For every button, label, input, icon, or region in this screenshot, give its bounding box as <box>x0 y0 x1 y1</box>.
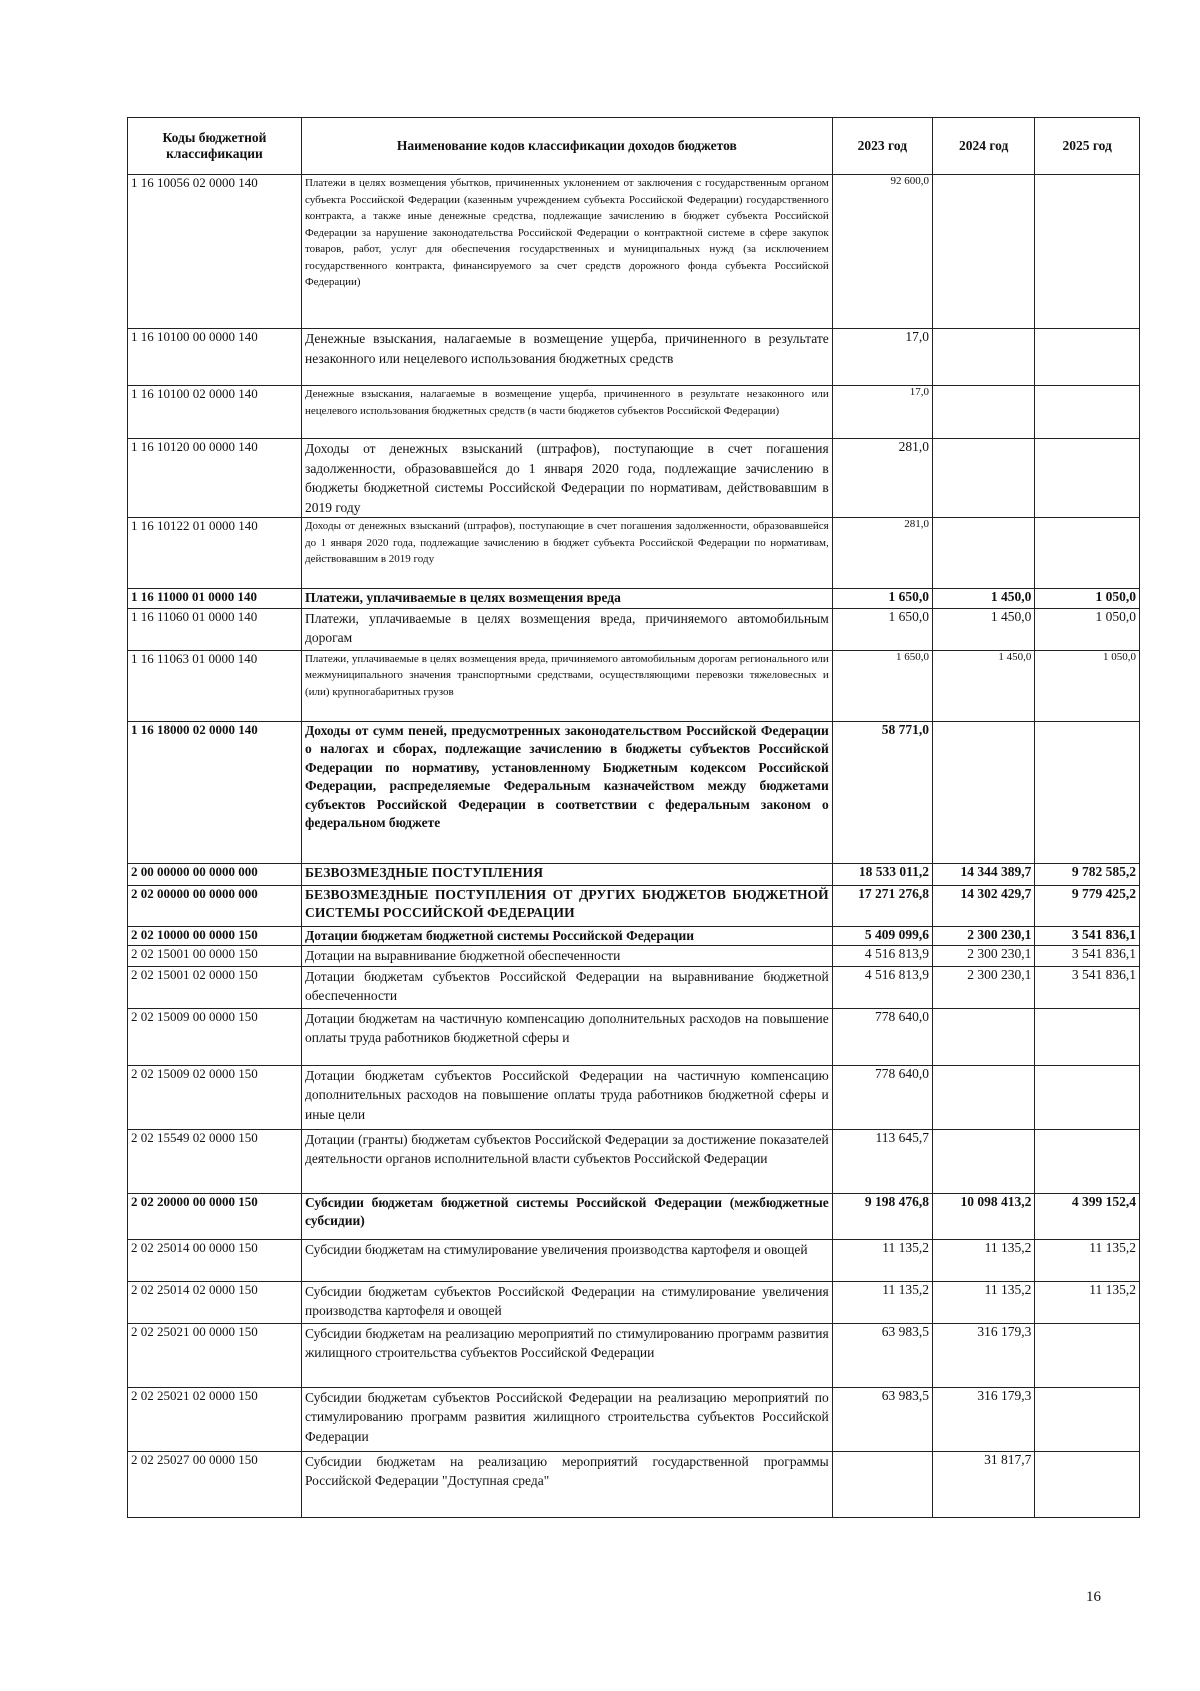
row-name: Платежи, уплачиваемые в целях возмещения вреда, причиняемого автомобильным дорогам <box>301 608 832 650</box>
row-2025 <box>1035 721 1140 863</box>
row-name: Платежи, уплачиваемые в целях возмещения вреда, причиняемого автомобильным дорогам регионального или межмуниципального значения транспортными средствами, осуществляющими перевозки тяжеловесных и (или) крупногабаритных грузов <box>301 650 832 721</box>
header-2024: 2024 год <box>932 118 1034 175</box>
row-name: Дотации бюджетам субъектов Российской Федерации на выравнивание бюджетной обеспеченности <box>301 966 832 1008</box>
row-name: Дотации бюджетам на частичную компенсацию дополнительных расходов на повышение оплаты труда работников бюджетной сферы и <box>301 1008 832 1065</box>
row-code: 1 16 10100 00 0000 140 <box>128 329 302 386</box>
row-name: Субсидии бюджетам на стимулирование увеличения производства картофеля и овощей <box>301 1239 832 1281</box>
row-2023: 92 600,0 <box>832 175 932 329</box>
row-code: 2 02 20000 00 0000 150 <box>128 1193 302 1239</box>
row-name: Доходы от сумм пеней, предусмотренных законодательством Российской Федерации о налогах и сборах, подлежащие зачислению в бюджеты субъектов Российской Федерации по нормативу, установленному Бюджетным кодексом Российской Федерации, распределяемые Федеральным казначейством между бюджетами субъектов Российской Федерации в соответствии с федеральным законом о федеральном бюджете <box>301 721 832 863</box>
page-number: 16 <box>1086 1589 1101 1605</box>
row-code: 2 02 25014 02 0000 150 <box>128 1281 302 1323</box>
row-2023: 281,0 <box>832 439 932 518</box>
row-2025 <box>1035 1387 1140 1451</box>
row-name: Денежные взыскания, налагаемые в возмещение ущерба, причиненного в результате незаконного или нецелевого использования бюджетных средств (в части бюджетов субъектов Российской Федерации) <box>301 386 832 439</box>
row-2024: 1 450,0 <box>932 650 1034 721</box>
row-2025: 3 541 836,1 <box>1035 926 1140 946</box>
row-2023: 1 650,0 <box>832 650 932 721</box>
row-2024: 11 135,2 <box>932 1281 1034 1323</box>
row-2023: 11 135,2 <box>832 1281 932 1323</box>
row-name: Платежи в целях возмещения убытков, причиненных уклонением от заключения с государственным органом субъекта Российской Федерации (казенным учреждением субъекта Российской Федерации) государственного контракта, а также иные денежные средства, подлежащие зачислению в бюджет субъекта Российской Федерации за нарушение законодательства Российской Федерации о контрактной системе в сфере закупок товаров, работ, услуг для обеспечения государственных и муниципальных нужд (за исключением государственного контракта, финансируемого за счет средств дорожного фонда субъекта Российской Федерации) <box>301 175 832 329</box>
header-2025: 2025 год <box>1035 118 1140 175</box>
table-row <box>128 1323 1140 1387</box>
table-row <box>128 386 1140 439</box>
row-code: 1 16 11000 01 0000 140 <box>128 589 302 609</box>
table-row <box>128 885 1140 926</box>
row-2025: 3 541 836,1 <box>1035 966 1140 1008</box>
row-2025: 9 782 585,2 <box>1035 863 1140 885</box>
row-2024 <box>932 1065 1034 1129</box>
row-2024 <box>932 1008 1034 1065</box>
table-row <box>128 589 1140 609</box>
table-row <box>128 439 1140 518</box>
row-name: Дотации бюджетам бюджетной системы Российской Федерации <box>301 926 832 946</box>
row-name: Субсидии бюджетам на реализацию мероприятий по стимулированию программ развития жилищного строительства субъектов Российской Федерации <box>301 1323 832 1387</box>
row-2025: 1 050,0 <box>1035 650 1140 721</box>
row-2023: 5 409 099,6 <box>832 926 932 946</box>
row-2025 <box>1035 175 1140 329</box>
row-2025 <box>1035 1008 1140 1065</box>
row-code: 2 02 15001 00 0000 150 <box>128 946 302 967</box>
row-code: 2 02 15009 00 0000 150 <box>128 1008 302 1065</box>
row-2025 <box>1035 1323 1140 1387</box>
table-row <box>128 721 1140 863</box>
row-code: 1 16 10056 02 0000 140 <box>128 175 302 329</box>
row-2024: 2 300 230,1 <box>932 926 1034 946</box>
row-2023: 113 645,7 <box>832 1129 932 1193</box>
row-2025 <box>1035 439 1140 518</box>
table-row <box>128 1065 1140 1129</box>
row-code: 2 02 25021 02 0000 150 <box>128 1387 302 1451</box>
row-2023: 17,0 <box>832 386 932 439</box>
table-row <box>128 946 1140 967</box>
row-2023: 63 983,5 <box>832 1387 932 1451</box>
row-name: Денежные взыскания, налагаемые в возмещение ущерба, причиненного в результате незаконного или нецелевого использования бюджетных средств <box>301 329 832 386</box>
row-name: Субсидии бюджетам бюджетной системы Российской Федерации (межбюджетные субсидии) <box>301 1193 832 1239</box>
row-2024: 1 450,0 <box>932 589 1034 609</box>
row-2025: 1 050,0 <box>1035 608 1140 650</box>
row-2023: 1 650,0 <box>832 608 932 650</box>
table-row <box>128 175 1140 329</box>
row-2023: 4 516 813,9 <box>832 966 932 1008</box>
row-2023: 9 198 476,8 <box>832 1193 932 1239</box>
row-2025 <box>1035 1451 1140 1517</box>
row-2025: 9 779 425,2 <box>1035 885 1140 926</box>
header-code: Коды бюджетной классификации <box>128 118 302 175</box>
row-code: 1 16 11060 01 0000 140 <box>128 608 302 650</box>
row-2023: 4 516 813,9 <box>832 946 932 967</box>
table-row <box>128 608 1140 650</box>
row-name: Дотации бюджетам субъектов Российской Федерации на частичную компенсацию дополнительных расходов на повышение оплаты труда работников бюджетной сферы и иные цели <box>301 1065 832 1129</box>
table-row <box>128 650 1140 721</box>
row-2025 <box>1035 518 1140 589</box>
row-2024: 11 135,2 <box>932 1239 1034 1281</box>
row-2023: 11 135,2 <box>832 1239 932 1281</box>
revenue-table <box>127 117 1140 1518</box>
row-name: Дотации на выравнивание бюджетной обеспеченности <box>301 946 832 967</box>
row-code: 2 02 25014 00 0000 150 <box>128 1239 302 1281</box>
row-name: Субсидии бюджетам субъектов Российской Федерации на реализацию мероприятий по стимулированию программ развития жилищного строительства субъектов Российской Федерации <box>301 1387 832 1451</box>
table-row <box>128 1193 1140 1239</box>
table-row <box>128 863 1140 885</box>
row-code: 1 16 10100 02 0000 140 <box>128 386 302 439</box>
row-name: Платежи, уплачиваемые в целях возмещения вреда <box>301 589 832 609</box>
row-name: БЕЗВОЗМЕЗДНЫЕ ПОСТУПЛЕНИЯ <box>301 863 832 885</box>
row-2025: 3 541 836,1 <box>1035 946 1140 967</box>
row-code: 2 02 00000 00 0000 000 <box>128 885 302 926</box>
row-2025: 1 050,0 <box>1035 589 1140 609</box>
table-row <box>128 1008 1140 1065</box>
row-2023: 778 640,0 <box>832 1065 932 1129</box>
row-code: 2 02 25027 00 0000 150 <box>128 1451 302 1517</box>
row-2024 <box>932 386 1034 439</box>
row-2024 <box>932 439 1034 518</box>
row-2025 <box>1035 1129 1140 1193</box>
row-2025 <box>1035 386 1140 439</box>
row-2024 <box>932 721 1034 863</box>
row-code: 2 00 00000 00 0000 000 <box>128 863 302 885</box>
row-2023: 1 650,0 <box>832 589 932 609</box>
table-row <box>128 966 1140 1008</box>
row-code: 2 02 10000 00 0000 150 <box>128 926 302 946</box>
row-code: 2 02 15549 02 0000 150 <box>128 1129 302 1193</box>
row-2024: 2 300 230,1 <box>932 946 1034 967</box>
row-code: 1 16 10120 00 0000 140 <box>128 439 302 518</box>
table-row <box>128 329 1140 386</box>
row-2023: 58 771,0 <box>832 721 932 863</box>
row-2023: 17 271 276,8 <box>832 885 932 926</box>
row-2023: 17,0 <box>832 329 932 386</box>
row-2024: 31 817,7 <box>932 1451 1034 1517</box>
table-row <box>128 926 1140 946</box>
table-header-row <box>128 118 1140 175</box>
table-row <box>128 518 1140 589</box>
table-row <box>128 1281 1140 1323</box>
row-2025: 11 135,2 <box>1035 1281 1140 1323</box>
row-2023: 778 640,0 <box>832 1008 932 1065</box>
row-2025: 4 399 152,4 <box>1035 1193 1140 1239</box>
row-2023: 281,0 <box>832 518 932 589</box>
header-name: Наименование кодов классификации доходов бюджетов <box>301 118 832 175</box>
row-2025 <box>1035 1065 1140 1129</box>
row-2024: 1 450,0 <box>932 608 1034 650</box>
row-2023: 18 533 011,2 <box>832 863 932 885</box>
table-row <box>128 1387 1140 1451</box>
row-code: 2 02 15001 02 0000 150 <box>128 966 302 1008</box>
row-name: Субсидии бюджетам на реализацию мероприятий государственной программы Российской Федерации "Доступная среда" <box>301 1451 832 1517</box>
row-2024: 10 098 413,2 <box>932 1193 1034 1239</box>
row-2024: 316 179,3 <box>932 1323 1034 1387</box>
row-2024: 14 344 389,7 <box>932 863 1034 885</box>
header-2023: 2023 год <box>832 118 932 175</box>
row-code: 1 16 11063 01 0000 140 <box>128 650 302 721</box>
row-name: Дотации (гранты) бюджетам субъектов Российской Федерации за достижение показателей деятельности органов исполнительной власти субъектов Российской Федерации <box>301 1129 832 1193</box>
table-row <box>128 1239 1140 1281</box>
table-row <box>128 1451 1140 1517</box>
row-2025 <box>1035 329 1140 386</box>
row-2024 <box>932 329 1034 386</box>
row-2023: 63 983,5 <box>832 1323 932 1387</box>
row-2025: 11 135,2 <box>1035 1239 1140 1281</box>
row-2024: 2 300 230,1 <box>932 966 1034 1008</box>
table-row <box>128 1129 1140 1193</box>
row-name: Субсидии бюджетам субъектов Российской Федерации на стимулирование увеличения производства картофеля и овощей <box>301 1281 832 1323</box>
row-name: Доходы от денежных взысканий (штрафов), поступающие в счет погашения задолженности, образовавшейся до 1 января 2020 года, подлежащие зачислению в бюджеты бюджетной системы Российской Федерации по нормативам, действовавшим в 2019 году <box>301 439 832 518</box>
row-2023 <box>832 1451 932 1517</box>
row-2024: 14 302 429,7 <box>932 885 1034 926</box>
row-2024 <box>932 518 1034 589</box>
row-name: Доходы от денежных взысканий (штрафов), поступающие в счет погашения задолженности, образовавшейся до 1 января 2020 года, подлежащие зачислению в бюджет субъекта Российской Федерации по нормативам, действовавшим в 2019 году <box>301 518 832 589</box>
row-code: 2 02 25021 00 0000 150 <box>128 1323 302 1387</box>
row-2024: 316 179,3 <box>932 1387 1034 1451</box>
row-name: БЕЗВОЗМЕЗДНЫЕ ПОСТУПЛЕНИЯ ОТ ДРУГИХ БЮДЖЕТОВ БЮДЖЕТНОЙ СИСТЕМЫ РОССИЙСКОЙ ФЕДЕРАЦИИ <box>301 885 832 926</box>
row-code: 1 16 18000 02 0000 140 <box>128 721 302 863</box>
row-2024 <box>932 175 1034 329</box>
row-2024 <box>932 1129 1034 1193</box>
row-code: 2 02 15009 02 0000 150 <box>128 1065 302 1129</box>
row-code: 1 16 10122 01 0000 140 <box>128 518 302 589</box>
